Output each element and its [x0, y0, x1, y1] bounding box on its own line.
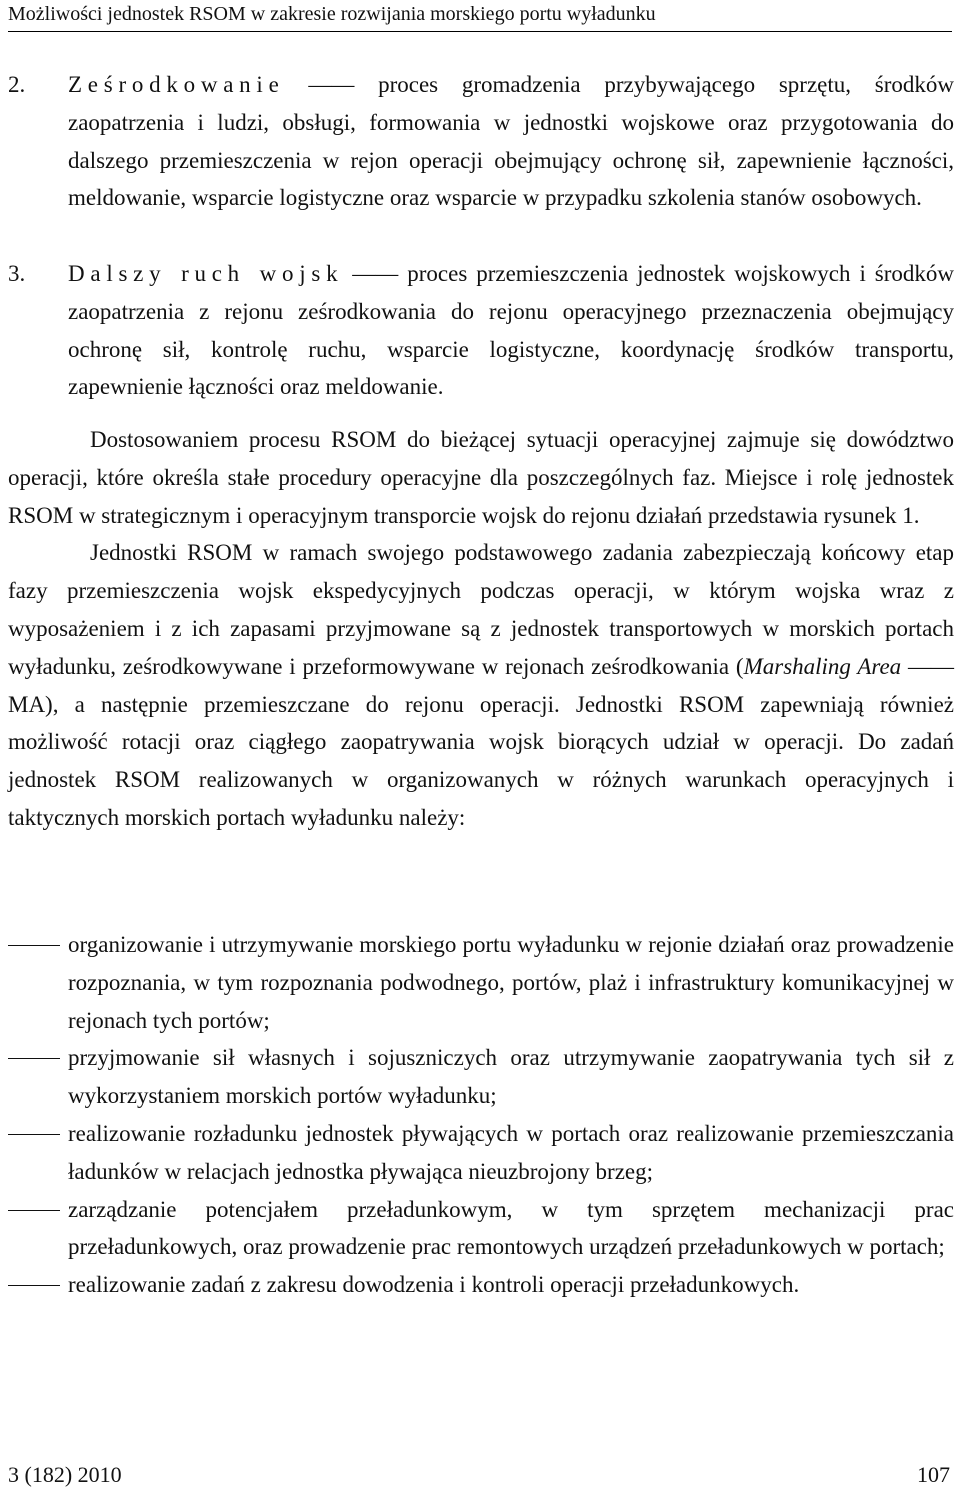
list-item-text: przyjmowanie sił własnych i sojuszniczych oraz utrzymywanie zaopatrywania tych sił z wykorzystaniem morskich portów wyładunku;: [68, 1045, 954, 1109]
item-term: Ześrodkowanie: [68, 72, 285, 97]
list-item: [68, 1115, 954, 1191]
footer-issue: 3 (182) 2010: [8, 1462, 122, 1487]
list-item: [68, 1191, 954, 1267]
dash-bullet: [8, 1285, 60, 1286]
list-item: [68, 1266, 954, 1304]
list-item: [68, 1039, 954, 1115]
em-dash: ——: [901, 653, 955, 679]
list-item-text: realizowanie zadań z zakresu dowodzenia i kontroli operacji przeładunkowych.: [68, 1272, 800, 1298]
em-dash: ——: [352, 261, 399, 286]
body-paragraphs: [8, 421, 954, 837]
item-term: Dalszy ruch wojsk: [68, 261, 344, 286]
dash-bullet: [8, 1134, 60, 1135]
dash-bullet: [8, 945, 60, 946]
paragraph-text: MA), a następnie przemieszczane do rejonu operacji. Jednostki RSOM zapewniają również możliwość rotacji oraz ciągłego zaopatrywania wojsk biorących udział w operacji. Do zadań jednostek RSOM realizowanych w organizowanych w różnych warunkach operacyjnych i taktycznych morskich portach wyładunku należy:: [8, 691, 954, 830]
footer-page-number: 107: [917, 1462, 950, 1487]
paragraph-text: Jednostki RSOM w ramach swojego podstawowego zadania zabezpieczają końcowy etap fazy przemieszczenia wojsk ekspedycyjnych podczas operacji, w którym wojska wraz z wyposażeniem i z ich zapasami przyjmowane są z jednostek transportowych w morskich portach wyładunku, ześrodkowywane i przeformowywane w rejonach ześrodkowania (: [8, 540, 954, 679]
item-number: 2.: [8, 72, 26, 97]
item-body: [68, 66, 954, 217]
definition-item-3: [8, 255, 954, 406]
list-item-text: realizowanie rozładunku jednostek pływających w portach oraz realizowanie przemieszczania ładunków w relacjach jednostka pływająca nieuzbrojony brzeg;: [68, 1120, 954, 1184]
definition-item-2: [8, 66, 954, 217]
paragraph-rsom-adaptation: Dostosowaniem procesu RSOM do bieżącej sytuacji operacyjnej zajmuje się dowództwo operacji, które określa stałe procedury operacyjne dla poszczególnych faz. Miejsce i rolę jednostek RSOM w strategicznym i operacyjnym transporcie wojsk do rejonu działań przedstawia rysunek 1.: [8, 427, 954, 528]
list-item-text: organizowanie i utrzymywanie morskiego portu wyładunku w rejonie działań oraz prowadzenie rozpoznania, w tym rozpoznania podwodnego, portów, plaż i infrastruktury komunikacyjnej w rejonach tych portów;: [68, 932, 954, 1033]
dash-bullet: [8, 1210, 60, 1211]
em-dash: ——: [308, 72, 355, 97]
paragraph-rsom-units: [8, 534, 954, 836]
list-item-text: zarządzanie potencjałem przeładunkowym, w tym sprzętem mechanizacji prac przeładunkowych, oraz prowadzenie prac remontowych urządzeń przeładunkowych w portach;: [68, 1196, 954, 1260]
item-body: [68, 255, 954, 406]
task-list: [8, 926, 954, 1304]
running-header: Możliwości jednostek RSOM w zakresie rozwijania morskiego portu wyładunku: [8, 2, 952, 32]
dash-bullet: [8, 1058, 60, 1059]
item-definition: proces przemieszczenia jednostek wojskowych i środków zaopatrzenia z rejonu ześrodkowania do rejonu operacyjnego przeznaczenia obejmujący ochronę sił, kontrolę ruchu, wsparcie logistyczne, koordynację środków transportu, zapewnienie łączności oraz meldowanie.: [68, 261, 955, 400]
italic-term: Marshaling Area: [743, 653, 902, 679]
list-item: [68, 926, 954, 1039]
item-definition: proces gromadzenia przybywającego sprzętu, środków zaopatrzenia i ludzi, obsługi, formowania w jednostki wojskowe oraz przygotowania do dalszego przemieszczenia w rejon operacji obejmujący ochronę sił, zapewnienie łączności, meldowanie, wsparcie logistyczne oraz wsparcie w przypadku szkolenia stanów osobowych.: [68, 72, 955, 211]
item-number: 3.: [8, 261, 26, 286]
